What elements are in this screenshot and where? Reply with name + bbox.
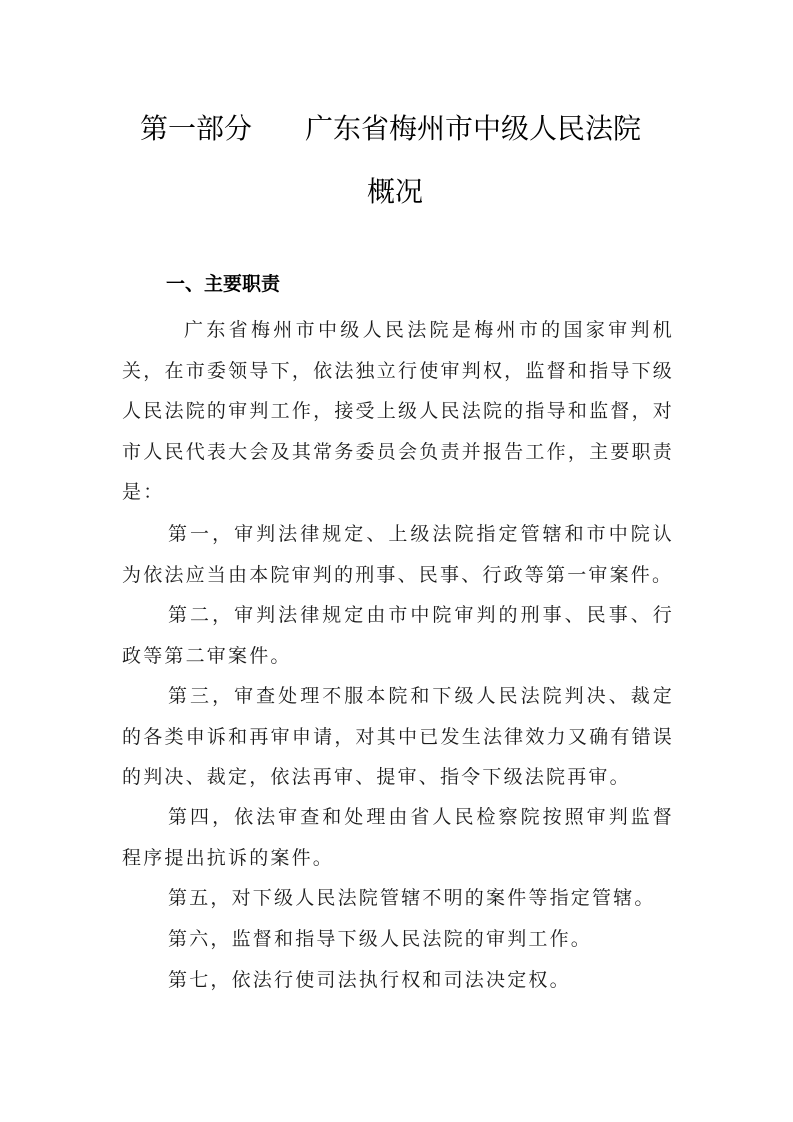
title-overview: 概况: [367, 175, 424, 208]
duty-paragraph-4: 第四，依法审查和处理由省人民检察院按照审判监督程序提出抗诉的案件。: [122, 806, 674, 869]
title-part-label: 第一部分: [140, 112, 253, 145]
section-heading: 一、主要职责: [166, 273, 281, 295]
duty-paragraph-3: 第三，审查处理不服本院和下级人民法院判决、裁定的各类申诉和再审申请，对其中已发生法律效力又确有错误的判决、裁定，依法再审、提审、指令下级法院再审。: [122, 685, 674, 788]
duty-paragraph-5: 第五，对下级人民法院管辖不明的案件等指定管辖。: [168, 887, 656, 909]
duty-paragraph-2: 第二，审判法律规定由市中院审判的刑事、民事、行政等第二审案件。: [122, 604, 674, 667]
title-organization: 广东省梅州市中级人民法院: [305, 112, 642, 145]
intro-paragraph: 广东省梅州市中级人民法院是梅州市的国家审判机关，在市委领导下，依法独立行使审判权，监督和指导下级人民法院的审判工作，接受上级人民法院的指导和监督，对市人民代表大会及其常务委员会负责并报告工作，主要职责是：: [122, 319, 674, 503]
duty-paragraph-6: 第六，监督和指导下级人民法院的审判工作。: [168, 928, 593, 950]
duty-paragraph-7: 第七，依法行使司法执行权和司法决定权。: [168, 969, 571, 991]
duty-paragraph-1: 第一，审判法律规定、上级法院指定管辖和市中院认为依法应当由本院审判的刑事、民事、行政等第一审案件。: [122, 523, 674, 586]
